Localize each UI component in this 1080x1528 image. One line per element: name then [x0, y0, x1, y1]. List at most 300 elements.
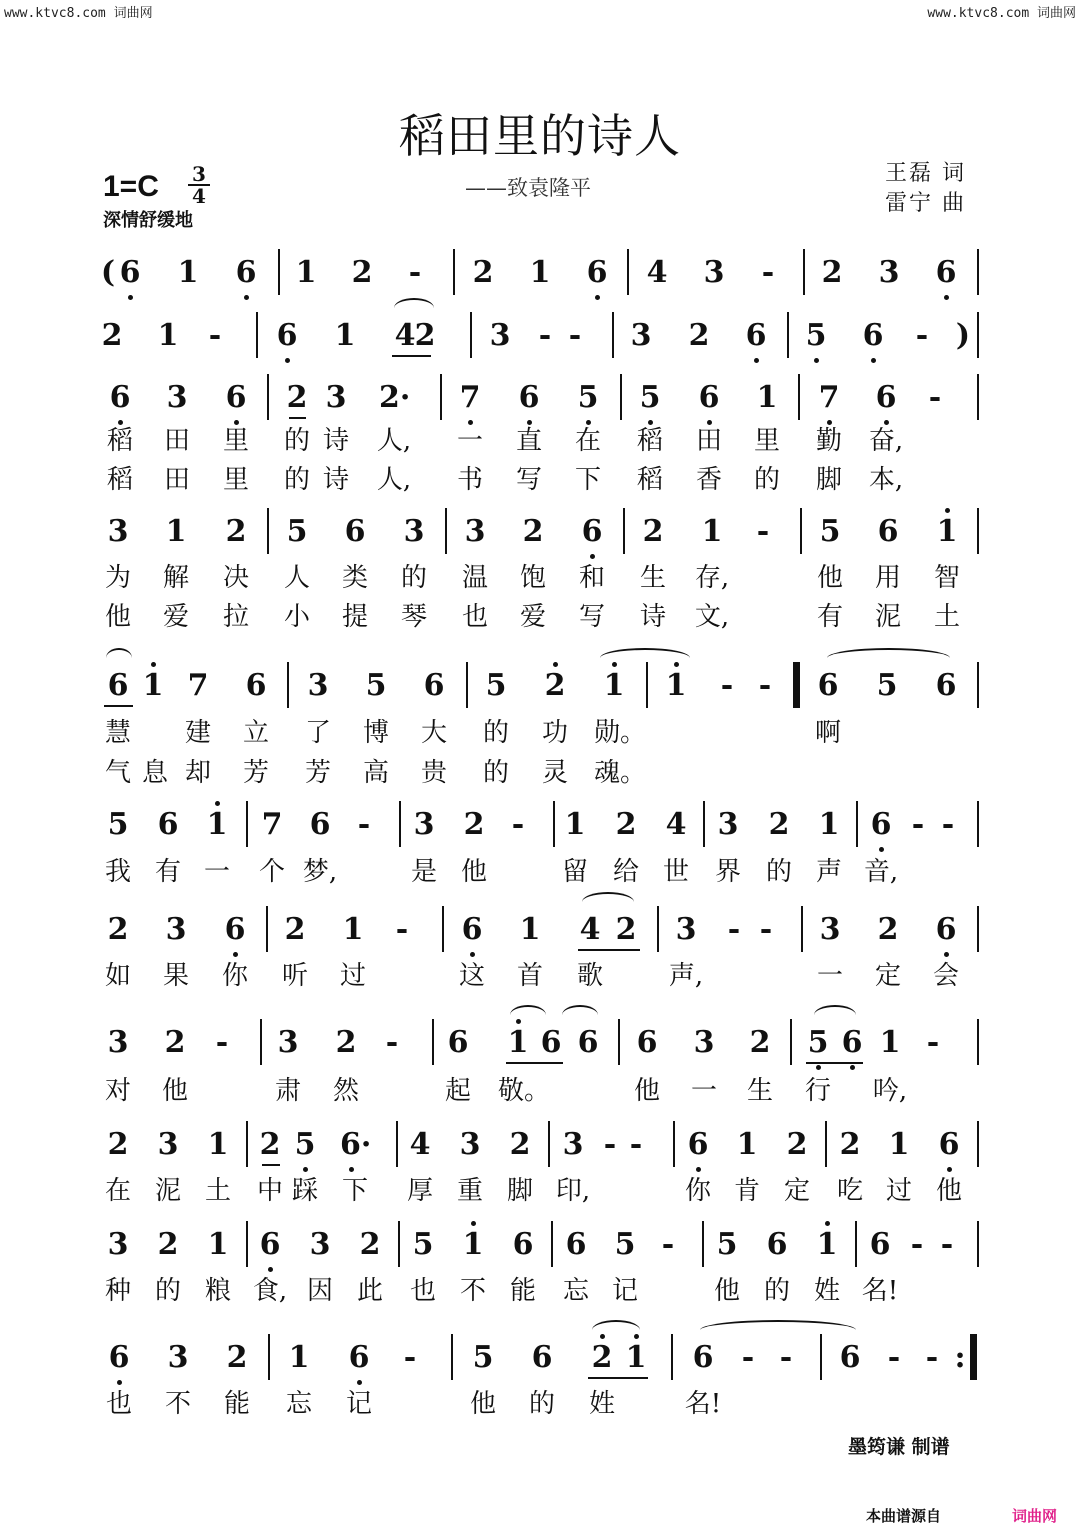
note: 3 — [277, 1025, 299, 1060]
note: 6 — [935, 912, 957, 947]
lyric-char: 高 — [362, 758, 389, 788]
note: - — [759, 912, 773, 947]
lyric-char: 泥 — [154, 1176, 181, 1206]
note: 5 — [107, 807, 129, 842]
note: 6 — [870, 807, 892, 842]
lyric-char: 人, — [376, 426, 412, 456]
bar-line — [268, 1334, 270, 1380]
lyric-char: 的 — [528, 1389, 555, 1419]
bar-line — [977, 662, 979, 708]
note: 4 — [665, 807, 687, 842]
bar-line — [453, 249, 455, 295]
low-octave-dot — [285, 358, 290, 363]
lyric-char: 智 — [933, 563, 960, 593]
note: 6 — [348, 1340, 370, 1375]
note: 6 — [687, 1127, 709, 1162]
lyric-char: 本, — [868, 465, 904, 495]
key-signature: 1=C — [103, 170, 159, 203]
bar-line — [977, 374, 979, 420]
note: - — [910, 1227, 924, 1262]
lyric-char: 中 — [256, 1176, 283, 1206]
lyric-char: 歌 — [576, 961, 603, 991]
slur-arc — [562, 1005, 598, 1025]
note: 2 — [768, 807, 790, 842]
note: - — [926, 1025, 940, 1060]
note: 2 — [544, 668, 566, 703]
note: 5 — [294, 1127, 316, 1162]
note: 6 — [309, 807, 331, 842]
lyric-char: 琴 — [400, 602, 427, 632]
note: 3 — [307, 668, 329, 703]
note: 3 — [166, 380, 188, 415]
lyric-char: 一 — [456, 426, 483, 456]
song-subtitle: ——致袁隆平 — [465, 176, 591, 200]
lyric-char: 气 — [104, 758, 131, 788]
low-octave-dot — [244, 295, 249, 300]
note: 3 — [489, 318, 511, 353]
lyric-char: 果 — [162, 961, 189, 991]
lyric-char: 敬。 — [498, 1076, 551, 1106]
lyric-char: 泥 — [874, 602, 901, 632]
lyric-char: 啊 — [814, 718, 841, 748]
lyric-char: 个 — [258, 857, 285, 887]
note: 5 — [286, 514, 308, 549]
lyric-char: 生 — [639, 563, 666, 593]
note: 5 — [876, 668, 898, 703]
lyric-char: 粮 — [204, 1276, 231, 1306]
low-octave-dot — [595, 295, 600, 300]
lyric-char: 土 — [204, 1176, 231, 1206]
bar-line — [246, 1221, 248, 1267]
note: - — [928, 380, 942, 415]
lyric-char: 在 — [574, 426, 601, 456]
bar-line — [267, 374, 269, 420]
bar-line — [612, 312, 614, 358]
lyric-char: 行 — [804, 1076, 831, 1106]
lyric-char: 首 — [516, 961, 543, 991]
transcriber-credit: 墨筠谦 制谱 — [848, 1436, 950, 1458]
note: 2 — [107, 1127, 129, 1162]
note: ( — [100, 255, 116, 290]
bar-line — [977, 1019, 979, 1065]
note: - — [661, 1227, 675, 1262]
lyric-char: 决 — [222, 563, 249, 593]
lyric-char: 厚 — [406, 1176, 433, 1206]
note: 2 — [591, 1340, 613, 1375]
lyric-char: 土 — [933, 602, 960, 632]
note: 1 — [157, 318, 179, 353]
low-octave-dot — [128, 295, 133, 300]
lyric-char: 爱 — [162, 602, 189, 632]
lyric-char: 稻 — [106, 465, 133, 495]
lyric-char: 的 — [283, 465, 310, 495]
note: 6 — [224, 912, 246, 947]
note: 6 — [577, 1025, 599, 1060]
lyric-char: 我 — [104, 857, 131, 887]
tempo-marking: 深情舒缓地 — [103, 210, 193, 231]
lyric-char: 你 — [221, 961, 248, 991]
note: 6 — [841, 1025, 863, 1060]
lyricist-credit: 王磊 词 — [885, 161, 966, 186]
lyric-char: 人, — [376, 465, 412, 495]
note: 1 — [288, 1340, 310, 1375]
eighth-underline — [262, 1164, 280, 1166]
lyric-char: 吃 — [836, 1176, 863, 1206]
slur-arc — [600, 648, 690, 668]
note: 2 — [107, 912, 129, 947]
lyric-char: 踩 — [291, 1176, 318, 1206]
lyric-char: 直 — [515, 426, 542, 456]
note: - — [629, 1127, 643, 1162]
slur-arc — [106, 648, 132, 668]
lyric-char: 脚 — [815, 465, 842, 495]
note: - — [385, 1025, 399, 1060]
lyric-char: 会 — [932, 961, 959, 991]
note: 3 — [630, 318, 652, 353]
note: - — [911, 807, 925, 842]
note: : — [954, 1340, 966, 1375]
lyric-char: 的 — [482, 758, 509, 788]
lyric-char: 姓 — [813, 1276, 840, 1306]
bar-line — [623, 508, 625, 554]
lyric-char: 诗 — [322, 426, 349, 456]
lyric-char: 解 — [162, 563, 189, 593]
note: - — [403, 1340, 417, 1375]
notation-row — [0, 255, 1080, 315]
bar-line — [466, 662, 468, 708]
note: 5 — [614, 1227, 636, 1262]
lyric-char: 记 — [611, 1276, 638, 1306]
note: - — [408, 255, 422, 290]
note: 3 — [562, 1127, 584, 1162]
lyric-char: 有 — [154, 857, 181, 887]
watermark-left: www.ktvc8.com 词曲网 — [4, 6, 153, 21]
lyric-char: 稻 — [106, 426, 133, 456]
lyric-char: 贵 — [420, 758, 447, 788]
note: 6· — [340, 1127, 372, 1162]
lyric-char: 声 — [815, 857, 842, 887]
bar-line — [442, 906, 444, 952]
note: 6 — [817, 668, 839, 703]
note: 6 — [107, 668, 129, 703]
bar-line — [398, 1221, 400, 1267]
bar-line — [646, 662, 648, 708]
repeat-end-barline — [970, 1334, 977, 1380]
note: 2· — [379, 380, 411, 415]
note: 2 — [351, 255, 373, 290]
lyric-char: 了 — [304, 718, 331, 748]
bar-line — [620, 374, 622, 420]
note: 1 — [818, 807, 840, 842]
lyric-line — [0, 420, 1080, 456]
slur-arc — [814, 1005, 856, 1025]
lyric-char: 世 — [662, 857, 689, 887]
note: 1 — [936, 514, 958, 549]
lyric-char: 魂。 — [594, 758, 647, 788]
note: 6 — [518, 380, 540, 415]
note: 1 — [519, 912, 541, 947]
lyric-char: 姓 — [588, 1389, 615, 1419]
note: 3 — [703, 255, 725, 290]
note: 3 — [459, 1127, 481, 1162]
note: 3 — [325, 380, 347, 415]
bar-line — [977, 801, 979, 847]
note: 2 — [472, 255, 494, 290]
lyric-char: 种 — [104, 1276, 131, 1306]
lyric-char: 印, — [555, 1176, 591, 1206]
note: - — [208, 318, 222, 353]
note: 2 — [164, 1025, 186, 1060]
note: 2 — [101, 318, 123, 353]
bar-line — [260, 1019, 262, 1065]
lyric-char: 也 — [409, 1276, 436, 1306]
note: 1 — [701, 514, 723, 549]
note: 2 — [749, 1025, 771, 1060]
note: 6 — [935, 668, 957, 703]
bar-line — [246, 801, 248, 847]
note: 2 — [615, 807, 637, 842]
note: 6 — [447, 1025, 469, 1060]
lyric-char: 功 — [541, 718, 568, 748]
bar-line — [432, 1019, 434, 1065]
lyric-char: 人 — [283, 563, 310, 593]
lyric-char: 也 — [461, 602, 488, 632]
note: 3 — [403, 514, 425, 549]
note: - — [925, 1340, 939, 1375]
note: 1 — [207, 1127, 229, 1162]
note: 7 — [187, 668, 209, 703]
lyric-char: 小 — [283, 602, 310, 632]
time-signature-bottom: 4 — [192, 184, 206, 208]
lyric-line — [0, 1070, 1080, 1106]
note: 1 — [529, 255, 551, 290]
note: 2 — [226, 1340, 248, 1375]
lyric-char: 的 — [753, 465, 780, 495]
lyric-char: 他 — [633, 1076, 660, 1106]
lyric-char: 肃 — [274, 1076, 301, 1106]
lyric-char: 拉 — [222, 602, 249, 632]
lyric-char: 爱 — [519, 602, 546, 632]
note: 6 — [109, 380, 131, 415]
lyric-char: 定 — [874, 961, 901, 991]
note: 6 — [692, 1340, 714, 1375]
bar-line — [627, 249, 629, 295]
note: 6 — [531, 1340, 553, 1375]
lyric-char: 写 — [578, 602, 605, 632]
note: 2 — [688, 318, 710, 353]
note: ) — [955, 318, 971, 353]
bar-line — [977, 1221, 979, 1267]
bar-line — [451, 1334, 453, 1380]
note: 6 — [344, 514, 366, 549]
note: 1 — [879, 1025, 901, 1060]
note: 5 — [577, 380, 599, 415]
note: - — [915, 318, 929, 353]
lyric-line — [0, 1270, 1080, 1306]
note: - — [758, 668, 772, 703]
high-octave-dot — [553, 662, 558, 667]
lyric-char: 吟, — [872, 1076, 908, 1106]
lyric-char: 听 — [281, 961, 308, 991]
note: 1 — [207, 1227, 229, 1262]
note: 6 — [259, 1227, 281, 1262]
note: 6 — [423, 668, 445, 703]
lyric-char: 生 — [746, 1076, 773, 1106]
lyric-char: 能 — [223, 1389, 250, 1419]
lyric-line — [0, 557, 1080, 593]
lyric-char: 芳 — [304, 758, 331, 788]
note: 2 — [359, 1227, 381, 1262]
note: - — [756, 514, 770, 549]
lyric-char: 灵 — [541, 758, 568, 788]
low-octave-dot — [814, 358, 819, 363]
lyric-char: 和 — [578, 563, 605, 593]
lyric-char: 重 — [456, 1176, 483, 1206]
lyric-char: 他 — [161, 1076, 188, 1106]
song-title: 稻田里的诗人 — [399, 109, 681, 163]
note: 6 — [565, 1227, 587, 1262]
lyric-char: 息 — [141, 758, 168, 788]
lyric-char: 他 — [713, 1276, 740, 1306]
note: - — [215, 1025, 229, 1060]
eighth-underline — [506, 1062, 563, 1064]
bar-line — [801, 906, 803, 952]
bar-line — [977, 1121, 979, 1167]
note: 4 — [646, 255, 668, 290]
bar-line — [548, 1121, 550, 1167]
bar-line — [977, 906, 979, 952]
note: 6 — [877, 514, 899, 549]
note: - — [727, 912, 741, 947]
high-octave-dot — [151, 662, 156, 667]
note: - — [568, 318, 582, 353]
note: 1 — [816, 1227, 838, 1262]
lyric-line — [0, 752, 1080, 788]
note: 6 — [119, 255, 141, 290]
high-octave-dot — [945, 508, 950, 513]
bar-line — [703, 801, 705, 847]
note: 6 — [157, 807, 179, 842]
lyric-char: 你 — [684, 1176, 711, 1206]
lyric-char: 大 — [420, 718, 447, 748]
note: 7 — [459, 380, 481, 415]
bar-line — [246, 1121, 248, 1167]
bar-line — [278, 249, 280, 295]
note: 6 — [512, 1227, 534, 1262]
lyric-char: 是 — [410, 857, 437, 887]
slur-arc — [827, 648, 950, 668]
note: 2 — [157, 1227, 179, 1262]
note: 1 — [756, 380, 778, 415]
note: - — [779, 1340, 793, 1375]
note: 6 — [698, 380, 720, 415]
note: - — [761, 255, 775, 290]
lyric-char: 稻 — [636, 465, 663, 495]
lyric-char: 音, — [863, 857, 899, 887]
note: 2 — [839, 1127, 861, 1162]
lyric-char: 里 — [222, 426, 249, 456]
note: 1 — [507, 1025, 529, 1060]
lyric-char: 香 — [695, 465, 722, 495]
note: 7 — [261, 807, 283, 842]
note: - — [941, 807, 955, 842]
note: 2 — [877, 912, 899, 947]
slur-arc — [510, 1005, 546, 1025]
bar-line — [798, 374, 800, 420]
note: 5 — [485, 668, 507, 703]
lyric-char: 能 — [509, 1276, 536, 1306]
note: 2 — [286, 380, 308, 415]
note: - — [940, 1227, 954, 1262]
bar-line — [267, 508, 269, 554]
bar-line — [825, 1121, 827, 1167]
note: 1 — [603, 668, 625, 703]
repeat-end-barline — [793, 662, 800, 708]
bar-line — [445, 508, 447, 554]
lyric-char: 声, — [668, 961, 704, 991]
lyric-char: 起 — [444, 1076, 471, 1106]
note: 6 — [540, 1025, 562, 1060]
lyric-char: 慧 — [104, 718, 131, 748]
lyric-char: 的 — [283, 426, 310, 456]
bar-line — [399, 801, 401, 847]
bar-line — [470, 312, 472, 358]
lyric-char: 下 — [574, 465, 601, 495]
low-octave-dot — [944, 295, 949, 300]
bar-line — [396, 1121, 398, 1167]
lyric-char: 下 — [341, 1176, 368, 1206]
lyric-char: 不 — [164, 1389, 191, 1419]
note: 1 — [177, 255, 199, 290]
lyric-char: 不 — [459, 1276, 486, 1306]
notation-row — [0, 318, 1080, 378]
note: 2 — [615, 912, 637, 947]
lyric-char: 有 — [816, 602, 843, 632]
note: 5 — [472, 1340, 494, 1375]
note: 6 — [581, 514, 603, 549]
bar-line — [803, 249, 805, 295]
lyric-char: 博 — [362, 718, 389, 748]
note: 5 — [805, 318, 827, 353]
lyric-char: 他 — [935, 1176, 962, 1206]
note: 3 — [413, 807, 435, 842]
lyric-char: 他 — [469, 1389, 496, 1419]
lyric-char: 他 — [460, 857, 487, 887]
note: 1 — [462, 1227, 484, 1262]
note: 6 — [461, 912, 483, 947]
note: 2 — [642, 514, 664, 549]
bar-line — [702, 1221, 704, 1267]
lyric-char: 的 — [154, 1276, 181, 1306]
note: 6 — [636, 1025, 658, 1060]
lyric-char: 的 — [765, 857, 792, 887]
note: 6 — [938, 1127, 960, 1162]
lyric-char: 因 — [306, 1276, 333, 1306]
source-brand: 词曲网 — [1012, 1507, 1058, 1525]
note: 1 — [888, 1127, 910, 1162]
note: - — [357, 807, 371, 842]
lyric-char: 然 — [332, 1076, 359, 1106]
lyric-char: 定 — [783, 1176, 810, 1206]
lyric-char: 存, — [694, 563, 730, 593]
note: 6 — [869, 1227, 891, 1262]
note: 1 — [564, 807, 586, 842]
lyric-line — [0, 851, 1080, 887]
note: 5 — [639, 380, 661, 415]
lyric-char: 脚 — [506, 1176, 533, 1206]
note: - — [603, 1127, 617, 1162]
slur-arc — [700, 1320, 856, 1340]
